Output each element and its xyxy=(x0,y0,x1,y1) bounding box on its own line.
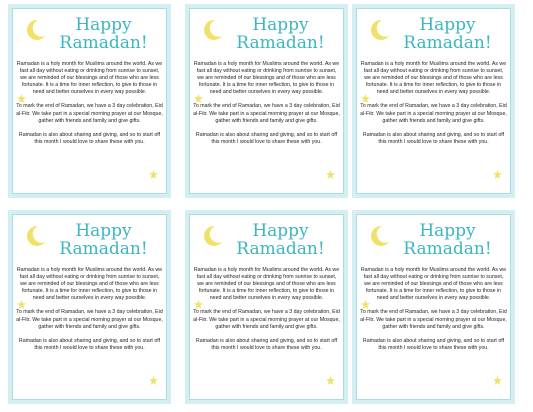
message-paragraph-3: Ramadan is also about sharing and giving, and so to start off this month I would love to share these with you. xyxy=(18,337,161,351)
title-line-1: Happy xyxy=(419,221,476,241)
card-message xyxy=(360,267,507,359)
message-paragraph-3: Ramadan is also about sharing and giving, and so to start off this month I would love to share these with you. xyxy=(195,131,338,145)
message-paragraph-1: Ramadan is a holy month for Muslims around the world. As we fast all day without eating or drinking from sunrise to sunset, we are reminded of our blessings and of those who are less fortunate. It is a time for inner reflection, to give to those in need and better ourselves in every way possible. xyxy=(193,267,340,302)
message-paragraph-3: Ramadan is also about sharing and giving, and so to start off this month I would love to share these with you. xyxy=(362,337,505,351)
title-line-2: Ramadan! xyxy=(59,33,148,53)
message-paragraph-1: Ramadan is a holy month for Muslims around the world. As we fast all day without eating or drinking from sunrise to sunset, we are reminded of our blessings and of those who are less fortunate. It is a time for inner reflection, to give to those in need and better ourselves in every way possible. xyxy=(360,61,507,96)
message-paragraph-1: Ramadan is a holy month for Muslims around the world. As we fast all day without eating or drinking from sunrise to sunset, we are reminded of our blessings and of those who are less fortunate. It is a time for inner reflection, to give to those in need and better ourselves in every way possible. xyxy=(360,267,507,302)
title-line-2: Ramadan! xyxy=(236,33,325,53)
title-line-1: Happy xyxy=(419,15,476,35)
star-icon xyxy=(326,376,335,385)
ramadan-card xyxy=(185,210,348,404)
card-message xyxy=(360,61,507,153)
ramadan-card xyxy=(352,4,515,198)
ramadan-card xyxy=(8,210,171,404)
star-icon xyxy=(149,170,158,179)
title-line-2: Ramadan! xyxy=(403,239,492,259)
title-line-1: Happy xyxy=(75,221,132,241)
card-message xyxy=(193,61,340,153)
title-line-2: Ramadan! xyxy=(403,33,492,53)
title-line-2: Ramadan! xyxy=(236,239,325,259)
title-line-2: Ramadan! xyxy=(59,239,148,259)
card-message xyxy=(193,267,340,359)
title-line-1: Happy xyxy=(252,221,309,241)
star-icon xyxy=(149,376,158,385)
message-paragraph-2: To mark the end of Ramadan, we have a 3 day celebration, Eid al-Fitr. We take part in a special morning prayer at our Mosque, gather with friends and family and give gifts. xyxy=(193,103,340,124)
crescent-moon-icon xyxy=(200,18,224,42)
message-paragraph-2: To mark the end of Ramadan, we have a 3 day celebration, Eid al-Fitr. We take part in a special morning prayer at our Mosque, gather with friends and family and give gifts. xyxy=(193,309,340,330)
message-paragraph-1: Ramadan is a holy month for Muslims around the world. As we fast all day without eating or drinking from sunrise to sunset, we are reminded of our blessings and of those who are less fortunate. It is a time for inner reflection, to give to those in need and better ourselves in every way possible. xyxy=(16,61,163,96)
card-message xyxy=(16,61,163,153)
title-line-1: Happy xyxy=(75,15,132,35)
star-icon xyxy=(493,376,502,385)
card-title xyxy=(392,222,503,258)
card-title xyxy=(225,222,336,258)
message-paragraph-3: Ramadan is also about sharing and giving, and so to start off this month I would love to share these with you. xyxy=(18,131,161,145)
crescent-moon-icon xyxy=(200,224,224,248)
star-icon xyxy=(493,170,502,179)
message-paragraph-2: To mark the end of Ramadan, we have a 3 day celebration, Eid al-Fitr. We take part in a special morning prayer at our Mosque, gather with friends and family and give gifts. xyxy=(360,103,507,124)
card-title xyxy=(225,16,336,52)
card-title xyxy=(48,222,159,258)
ramadan-card xyxy=(8,4,171,198)
crescent-moon-icon xyxy=(23,18,47,42)
message-paragraph-2: To mark the end of Ramadan, we have a 3 day celebration, Eid al-Fitr. We take part in a special morning prayer at our Mosque, gather with friends and family and give gifts. xyxy=(360,309,507,330)
card-message xyxy=(16,267,163,359)
crescent-moon-icon xyxy=(367,224,391,248)
crescent-moon-icon xyxy=(23,224,47,248)
ramadan-card xyxy=(185,4,348,198)
message-paragraph-2: To mark the end of Ramadan, we have a 3 day celebration, Eid al-Fitr. We take part in a special morning prayer at our Mosque, gather with friends and family and give gifts. xyxy=(16,309,163,330)
message-paragraph-3: Ramadan is also about sharing and giving, and so to start off this month I would love to share these with you. xyxy=(362,131,505,145)
star-icon xyxy=(326,170,335,179)
ramadan-card xyxy=(352,210,515,404)
crescent-moon-icon xyxy=(367,18,391,42)
message-paragraph-3: Ramadan is also about sharing and giving, and so to start off this month I would love to share these with you. xyxy=(195,337,338,351)
message-paragraph-2: To mark the end of Ramadan, we have a 3 day celebration, Eid al-Fitr. We take part in a special morning prayer at our Mosque, gather with friends and family and give gifts. xyxy=(16,103,163,124)
card-title xyxy=(48,16,159,52)
title-line-1: Happy xyxy=(252,15,309,35)
message-paragraph-1: Ramadan is a holy month for Muslims around the world. As we fast all day without eating or drinking from sunrise to sunset, we are reminded of our blessings and of those who are less fortunate. It is a time for inner reflection, to give to those in need and better ourselves in every way possible. xyxy=(16,267,163,302)
card-title xyxy=(392,16,503,52)
message-paragraph-1: Ramadan is a holy month for Muslims around the world. As we fast all day without eating or drinking from sunrise to sunset, we are reminded of our blessings and of those who are less fortunate. It is a time for inner reflection, to give to those in need and better ourselves in every way possible. xyxy=(193,61,340,96)
